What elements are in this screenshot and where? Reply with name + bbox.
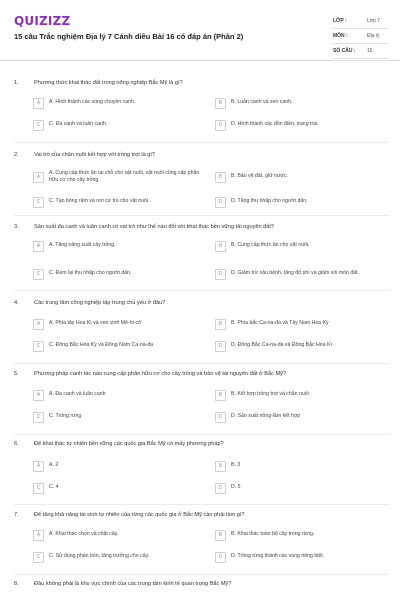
question-4 bbox=[14, 300, 390, 306]
question-5 bbox=[14, 371, 390, 377]
option-a[interactable] bbox=[33, 97, 203, 109]
question-number: 3. bbox=[14, 224, 19, 230]
option-d[interactable] bbox=[215, 340, 385, 352]
question-text: Phương pháp canh tác nào cung cấp phân hữu cơ cho cây trồng và bảo vệ tài nguyên đất ở Bắc Mỹ? bbox=[34, 371, 287, 377]
option-letter: A bbox=[33, 461, 44, 472]
option-letter: B bbox=[215, 530, 226, 541]
meta-grade bbox=[333, 14, 389, 29]
option-letter: D bbox=[215, 341, 226, 352]
option-b[interactable] bbox=[215, 529, 385, 541]
option-c[interactable] bbox=[33, 482, 203, 494]
option-text: C. Sử dụng phân bón, tăng trưởng cho cây. bbox=[49, 553, 150, 560]
option-b[interactable] bbox=[215, 460, 385, 472]
question-text: Sản xuất đa canh và luân canh có vai trò như thế nào đối với khai thác bền vững tài nguyên đất? bbox=[34, 224, 275, 230]
question-divider bbox=[14, 290, 390, 291]
meta-question-count bbox=[333, 44, 389, 59]
option-b[interactable] bbox=[215, 240, 385, 252]
option-letter: C bbox=[33, 483, 44, 494]
option-text: A. Đa canh và luân canh bbox=[49, 391, 106, 398]
option-letter: A bbox=[33, 319, 44, 330]
option-letter: D bbox=[215, 483, 226, 494]
option-text: A. 2 bbox=[49, 462, 59, 469]
option-text: D. Giảm trừ sâu bệnh, tăng độ phì và giảm xói mòn đất. bbox=[231, 270, 360, 277]
option-text: C. 4 bbox=[49, 484, 59, 491]
question-7 bbox=[14, 512, 390, 518]
question-8 bbox=[14, 581, 390, 587]
question-number: 5. bbox=[14, 371, 19, 377]
meta-subject bbox=[333, 29, 389, 44]
option-text: D. 5 bbox=[231, 484, 241, 491]
option-b[interactable] bbox=[215, 171, 385, 183]
option-letter: C bbox=[33, 269, 44, 280]
option-c[interactable] bbox=[33, 196, 203, 208]
option-a[interactable] bbox=[33, 318, 203, 330]
question-number: 2. bbox=[14, 152, 19, 158]
option-a[interactable] bbox=[33, 389, 203, 401]
question-text: Để tăng khả năng tái sinh tự nhiên của rừng các quốc gia ở Bắc Mỹ cần phải làm gì? bbox=[34, 512, 245, 518]
meta-key: SỐ CÂU : bbox=[333, 48, 356, 54]
option-letter: C bbox=[33, 197, 44, 208]
question-divider bbox=[14, 215, 390, 216]
question-text: Các trung tâm công nghiệp tập trung chủ yếu ở đâu? bbox=[34, 300, 166, 306]
worksheet-header bbox=[0, 0, 400, 61]
meta-key: LỚP : bbox=[333, 18, 347, 24]
option-c[interactable] bbox=[33, 340, 203, 352]
option-text: D. Hình thành các đồn điền, trang trại. bbox=[231, 121, 319, 128]
question-divider bbox=[14, 434, 390, 435]
option-letter: B bbox=[215, 319, 226, 330]
option-text: D. Sản xuất nông-lâm kết hợp bbox=[231, 413, 301, 420]
option-d[interactable] bbox=[215, 411, 385, 423]
option-letter: D bbox=[215, 120, 226, 131]
option-text: C. Đem lại thu nhập cho người dân. bbox=[49, 270, 132, 277]
option-letter: A bbox=[33, 241, 44, 252]
option-text: C. Đông Bắc Hoa Kỳ và Đông Nam Ca-na-đa bbox=[49, 342, 154, 349]
option-text: B. Phía bắc Ca-na-đa và Tây Nam Hoa Kỳ bbox=[231, 320, 329, 327]
option-d[interactable] bbox=[215, 119, 385, 131]
option-d[interactable] bbox=[215, 196, 385, 208]
option-letter: B bbox=[215, 241, 226, 252]
option-letter: C bbox=[33, 412, 44, 423]
option-letter: A bbox=[33, 98, 44, 109]
question-number: 7. bbox=[14, 512, 19, 518]
option-d[interactable] bbox=[215, 264, 385, 284]
option-b[interactable] bbox=[215, 389, 385, 401]
question-2 bbox=[14, 152, 390, 158]
option-text: A. Tăng năng suất cây trồng. bbox=[49, 242, 116, 249]
option-text: C. Trồng rừng bbox=[49, 413, 82, 420]
option-letter: A bbox=[33, 530, 44, 541]
option-text: D. Tăng thu nhập cho người dân. bbox=[231, 198, 308, 205]
option-text: D. Đông Bắc Ca-na-đa và Đông Bắc Hoa Kì bbox=[231, 342, 332, 349]
option-letter: D bbox=[215, 552, 226, 563]
question-number: 8. bbox=[14, 581, 19, 587]
meta-key: MÔN : bbox=[333, 33, 348, 39]
option-letter: B bbox=[215, 172, 226, 183]
option-d[interactable] bbox=[215, 551, 385, 563]
meta-value: Địa lý bbox=[367, 33, 380, 39]
option-text: A. Hình thành các vùng chuyên canh. bbox=[49, 99, 136, 106]
option-text: C. Tạo bóng râm và nơi cư trú cho vật nuôi. bbox=[49, 198, 150, 205]
question-6 bbox=[14, 441, 390, 447]
question-number: 4. bbox=[14, 300, 19, 306]
option-d[interactable] bbox=[215, 482, 385, 494]
option-text: D. Trồng rừng thành các vùng riêng biệt. bbox=[231, 553, 325, 560]
option-letter: A bbox=[33, 390, 44, 401]
question-text: Phương thức khai thác đất trong nông nghiệp Bắc Mỹ là gì? bbox=[34, 80, 183, 86]
option-letter: B bbox=[215, 461, 226, 472]
question-text: Vai trò của chăn nuôi kết hợp với trồng trọt là gì? bbox=[34, 152, 156, 158]
option-letter: C bbox=[33, 552, 44, 563]
question-text: Để khai thác tự nhiên bền vững các quốc gia Bắc Mỹ có mấy phương pháp? bbox=[34, 441, 224, 447]
quizizz-logo[interactable]: QUIZIZZ bbox=[14, 14, 71, 28]
option-c[interactable] bbox=[33, 411, 203, 423]
option-letter: D bbox=[215, 197, 226, 208]
question-3 bbox=[14, 224, 390, 230]
question-divider bbox=[14, 142, 390, 143]
question-text: Đâu không phải là khu vực chính của các trung tâm kinh tế quan trọng Bắc Mỹ? bbox=[34, 581, 232, 587]
option-a[interactable] bbox=[33, 529, 203, 541]
option-letter: C bbox=[33, 120, 44, 131]
option-text: B. Kết hợp trồng trọt và chăn nuôi bbox=[231, 391, 309, 398]
option-b[interactable] bbox=[215, 97, 385, 109]
option-text: B. Cung cấp thức ăn cho vật nuôi. bbox=[231, 242, 310, 249]
option-letter: A bbox=[33, 172, 44, 183]
option-a[interactable] bbox=[33, 167, 203, 187]
option-letter: B bbox=[215, 390, 226, 401]
question-divider bbox=[14, 363, 390, 364]
option-letter: C bbox=[33, 341, 44, 352]
option-text: B. Bảo vệ đất, giữ nước. bbox=[231, 173, 288, 180]
question-1 bbox=[14, 80, 390, 86]
question-divider bbox=[14, 574, 390, 575]
option-text: A. Cung cấp thức ăn tại chỗ cho vật nuôi, vật nuôi cũng cấp phân hữu cơ cho cây trồng. bbox=[49, 169, 200, 183]
question-number: 6. bbox=[14, 441, 19, 447]
meta-value: Lớp 7 bbox=[367, 18, 381, 24]
option-text: B. 3 bbox=[231, 462, 241, 469]
option-b[interactable] bbox=[215, 318, 385, 330]
option-a[interactable] bbox=[33, 460, 203, 472]
option-text: C. Đa canh và luân canh. bbox=[49, 121, 108, 128]
option-c[interactable] bbox=[33, 551, 203, 563]
option-text: A. Khai thác chọn và chặt cây. bbox=[49, 531, 119, 538]
option-a[interactable] bbox=[33, 240, 203, 252]
option-letter: B bbox=[215, 98, 226, 109]
option-c[interactable] bbox=[33, 119, 203, 131]
option-letter: D bbox=[215, 269, 226, 280]
document-title: 15 câu Trắc nghiệm Địa lý 7 Cánh diều Bài 16 có đáp án (Phần 2) bbox=[14, 32, 244, 41]
option-c[interactable] bbox=[33, 268, 203, 280]
option-letter: D bbox=[215, 412, 226, 423]
question-number: 1. bbox=[14, 80, 19, 86]
question-divider bbox=[14, 504, 390, 505]
option-text: A. Phía tây Hoa Kì và ven vịnh Mê-hi-cô bbox=[49, 320, 141, 327]
meta-value: 15 bbox=[367, 48, 373, 54]
option-text: B. Khai thác toàn bộ cây trong rừng. bbox=[231, 531, 315, 538]
option-text: B. Luân canh và xen canh. bbox=[231, 99, 293, 106]
